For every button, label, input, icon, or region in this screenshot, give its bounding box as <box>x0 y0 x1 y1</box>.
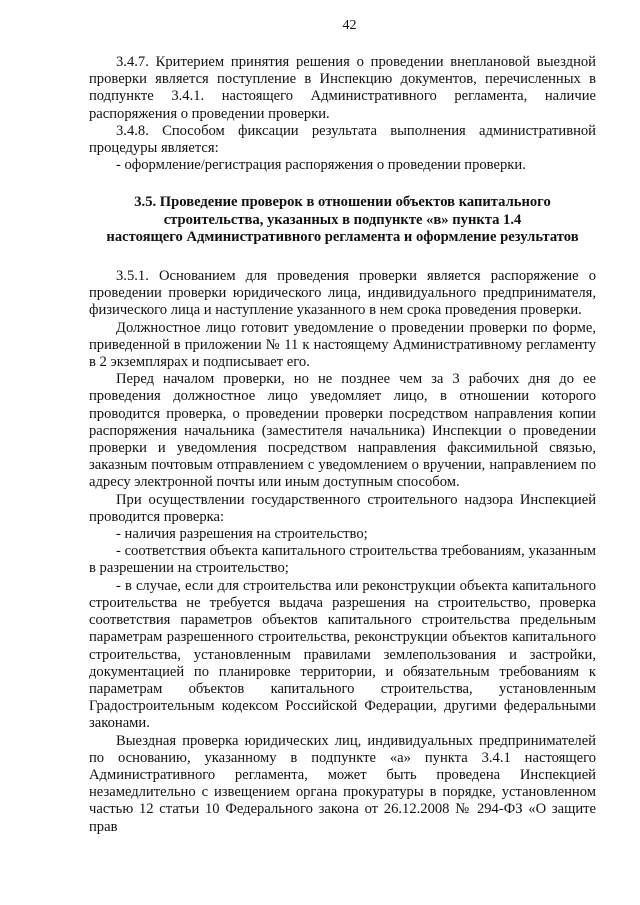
list-item-parameters: - в случае, если для строительства или реконструкции объекта капитального строительства не требуется выдача разрешения на строительство, проверка соответствия параметров объектов капитального строительства предельным параметрам разрешенного строительства, реконструкции объектов капитального строительства, установленным правилами землепользования и застройки, документацией по планировке территории, и обязательным требованиям к параметрам объектов капитального строительства, установленным Градостроительным кодексом Российской Федерации, другими федеральными законами. <box>89 577 596 732</box>
list-item-compliance: - соответствия объекта капитального строительства требованиям, указанным в разрешении на строительство; <box>89 543 596 577</box>
paragraph-field-inspection: Выездная проверка юридических лиц, индивидуальных предпринимателей по основанию, указанному в подпункте «а» пункта 3.4.1 настоящего Административного регламента, может быть проведена Инспекцией незамедлительно с извещением органа прокуратуры в порядке, установленном частью 12 статьи 10 Федерального закона от 26.12.2008 № 294-ФЗ «О защите прав <box>89 732 596 835</box>
paragraph-3-4-7: 3.4.7. Критерием принятия решения о проведении внеплановой выездной проверки является поступление в Инспекцию документов, перечисленных в подпункте 3.4.1. настоящего Административного регламента, наличие распоряжения о проведении проверки. <box>89 54 596 122</box>
paragraph-3-5-1: 3.5.1. Основанием для проведения проверки является распоряжение о проведении проверки юридического лица, индивидуального предпринимателя, физического лица и наступление указанного в нем срока проведения проверки. <box>89 268 596 319</box>
paragraph-3-4-8: 3.4.8. Способом фиксации результата выполнения административной процедуры является: <box>89 122 596 157</box>
heading-line: 3.5. Проведение проверок в отношении объектов капитального <box>134 194 551 211</box>
page-number: 42 <box>342 18 357 33</box>
section-heading-3-5 <box>89 194 596 246</box>
paragraph-notice: Должностное лицо готовит уведомление о проведении проверки по форме, приведенной в приложении № 11 к настоящему Административному регламенту в 2 экземплярах и подписывает его. <box>89 319 596 371</box>
heading-line: настоящего Административного регламента и оформление результатов <box>106 228 579 245</box>
paragraph-supervision: При осуществлении государственного строительного надзора Инспекцией проводится проверка: <box>89 491 596 525</box>
list-item-registration: - оформление/регистрация распоряжения о проведении проверки. <box>116 157 526 174</box>
heading-line: строительства, указанных в подпункте «в» пункта 1.4 <box>163 211 522 228</box>
paragraph-before-check: Перед началом проверки, но не позднее чем за 3 рабочих дня до ее проведения должностное лицо уведомляет лицо, в отношении которого проводится проверка, о проведении проверки посредством направления копии распоряжения начальника (заместителя начальника) Инспекции о проведении проверки и уведомления посредством направления факсимильной связью, заказным почтовым отправлением с уведомлением о вручении, направлением по адресу электронной почты или иным доступным способом. <box>89 371 596 491</box>
list-item-permit: - наличия разрешения на строительство; <box>116 526 368 543</box>
